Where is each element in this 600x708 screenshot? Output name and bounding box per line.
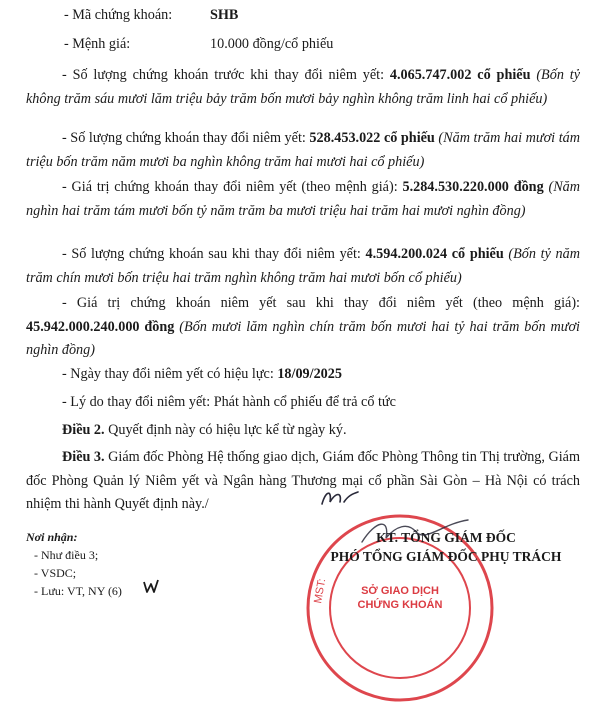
after-value-words: (Bốn mươi lăm nghìn chín trăm bốn mươi hai tỷ hai trăm bốn mươi nghìn đồng) [26,318,580,359]
article-3-text: Giám đốc Phòng Hệ thống giao dịch, Giám đốc Phòng Thông tin Thị trường, Giám đốc Phòng Quản lý Niêm yết và Ngân hàng Thương mại cổ phần Sài Gòn – Hà Nội có trách nhiệm thi hành Quyết định này./ [26,449,581,513]
before-listing-paragraph [26,64,580,111]
initials-signature-icon [318,486,362,508]
recipient-item: - VSDC; [34,566,77,580]
recipient-item: - Lưu: VT, NY (6) [34,584,122,598]
effective-date-prefix: - Ngày thay đổi niêm yết có hiệu lực: [62,366,278,382]
after-quantity-value: 4.594.200.024 cổ phiếu [365,246,504,262]
article-2 [62,419,580,443]
change-value-prefix: - Giá trị chứng khoán thay đổi niêm yết (theo mệnh giá): [62,179,403,195]
signature-title-2: PHÓ TỔNG GIÁM ĐỐC PHỤ TRÁCH [330,549,562,564]
par-value-value: 10.000 đồng/cổ phiếu [210,36,334,52]
change-value-words: (Năm nghìn hai trăm tám mươi bốn tỷ năm trăm ba mươi triệu hai trăm hai mươi nghìn đồng) [26,179,581,219]
effective-date-line [26,363,580,387]
after-value-amount: 45.942.000.240.000 đồng [26,318,175,335]
before-listing-words: (Bốn tỷ không trăm sáu mươi lăm triệu bảy trăm bốn mươi bảy nghìn không trăm linh hai cổ phiếu) [26,67,581,107]
change-quantity-value: 528.453.022 cổ phiếu [309,130,435,146]
after-quantity-prefix: - Số lượng chứng khoán sau khi thay đổi niêm yết: [62,246,366,262]
article-2-text: Quyết định này có hiệu lực kể từ ngày ký. [104,422,347,438]
stock-code-label: - Mã chứng khoán: [64,7,173,23]
before-listing-prefix: - Số lượng chứng khoán trước khi thay đổi niêm yết: [62,67,390,83]
stamp-inner-text-1: SỞ GIAO DỊCH [361,585,439,597]
signature-title-1: KT. TỔNG GIÁM ĐỐC [376,530,516,545]
change-value-amount: 5.284.530.220.000 đồng [402,179,544,195]
recipients-title: Nơi nhận: [26,530,78,544]
after-quantity-words: (Bốn tỷ năm trăm chín mươi bốn triệu hai trăm nghìn không trăm hai mươi bốn cổ phiếu) [26,246,580,286]
change-quantity-paragraph [26,127,580,174]
stamp-inner-text-2: CHỨNG KHOÁN [357,599,443,611]
recipient-item: - Như điều 3; [34,548,99,562]
article-3 [26,446,580,517]
reason-prefix: - Lý do thay đổi niêm yết: [62,394,214,410]
par-value-label: - Mệnh giá: [64,36,131,52]
reason-line [26,391,580,415]
change-quantity-prefix: - Số lượng chứng khoán thay đổi niêm yết: [62,130,310,146]
article-2-label: Điều 2. [62,422,105,438]
after-value-paragraph [26,292,580,363]
recipients-block [26,528,122,600]
reason-text: Phát hành cổ phiếu để trả cổ tức [213,394,396,410]
after-quantity-paragraph [26,243,580,290]
archive-initial-icon [142,578,160,594]
change-value-paragraph [26,176,580,223]
after-value-prefix: - Giá trị chứng khoán niêm yết sau khi thay đổi niêm yết (theo mệnh giá): [62,295,580,311]
article-3-label: Điều 3. [62,449,105,465]
effective-date-value: 18/09/2025 [277,366,342,382]
stamp-edge-text: MST: [312,577,329,605]
change-quantity-words: (Năm trăm hai mươi tám triệu bốn trăm năm mươi ba nghìn không trăm hai mươi hai cổ phiếu) [26,130,580,170]
stock-code-value: SHB [210,7,239,23]
handwritten-signature-icon [356,512,476,558]
before-listing-quantity: 4.065.747.002 cổ phiếu [389,67,531,83]
